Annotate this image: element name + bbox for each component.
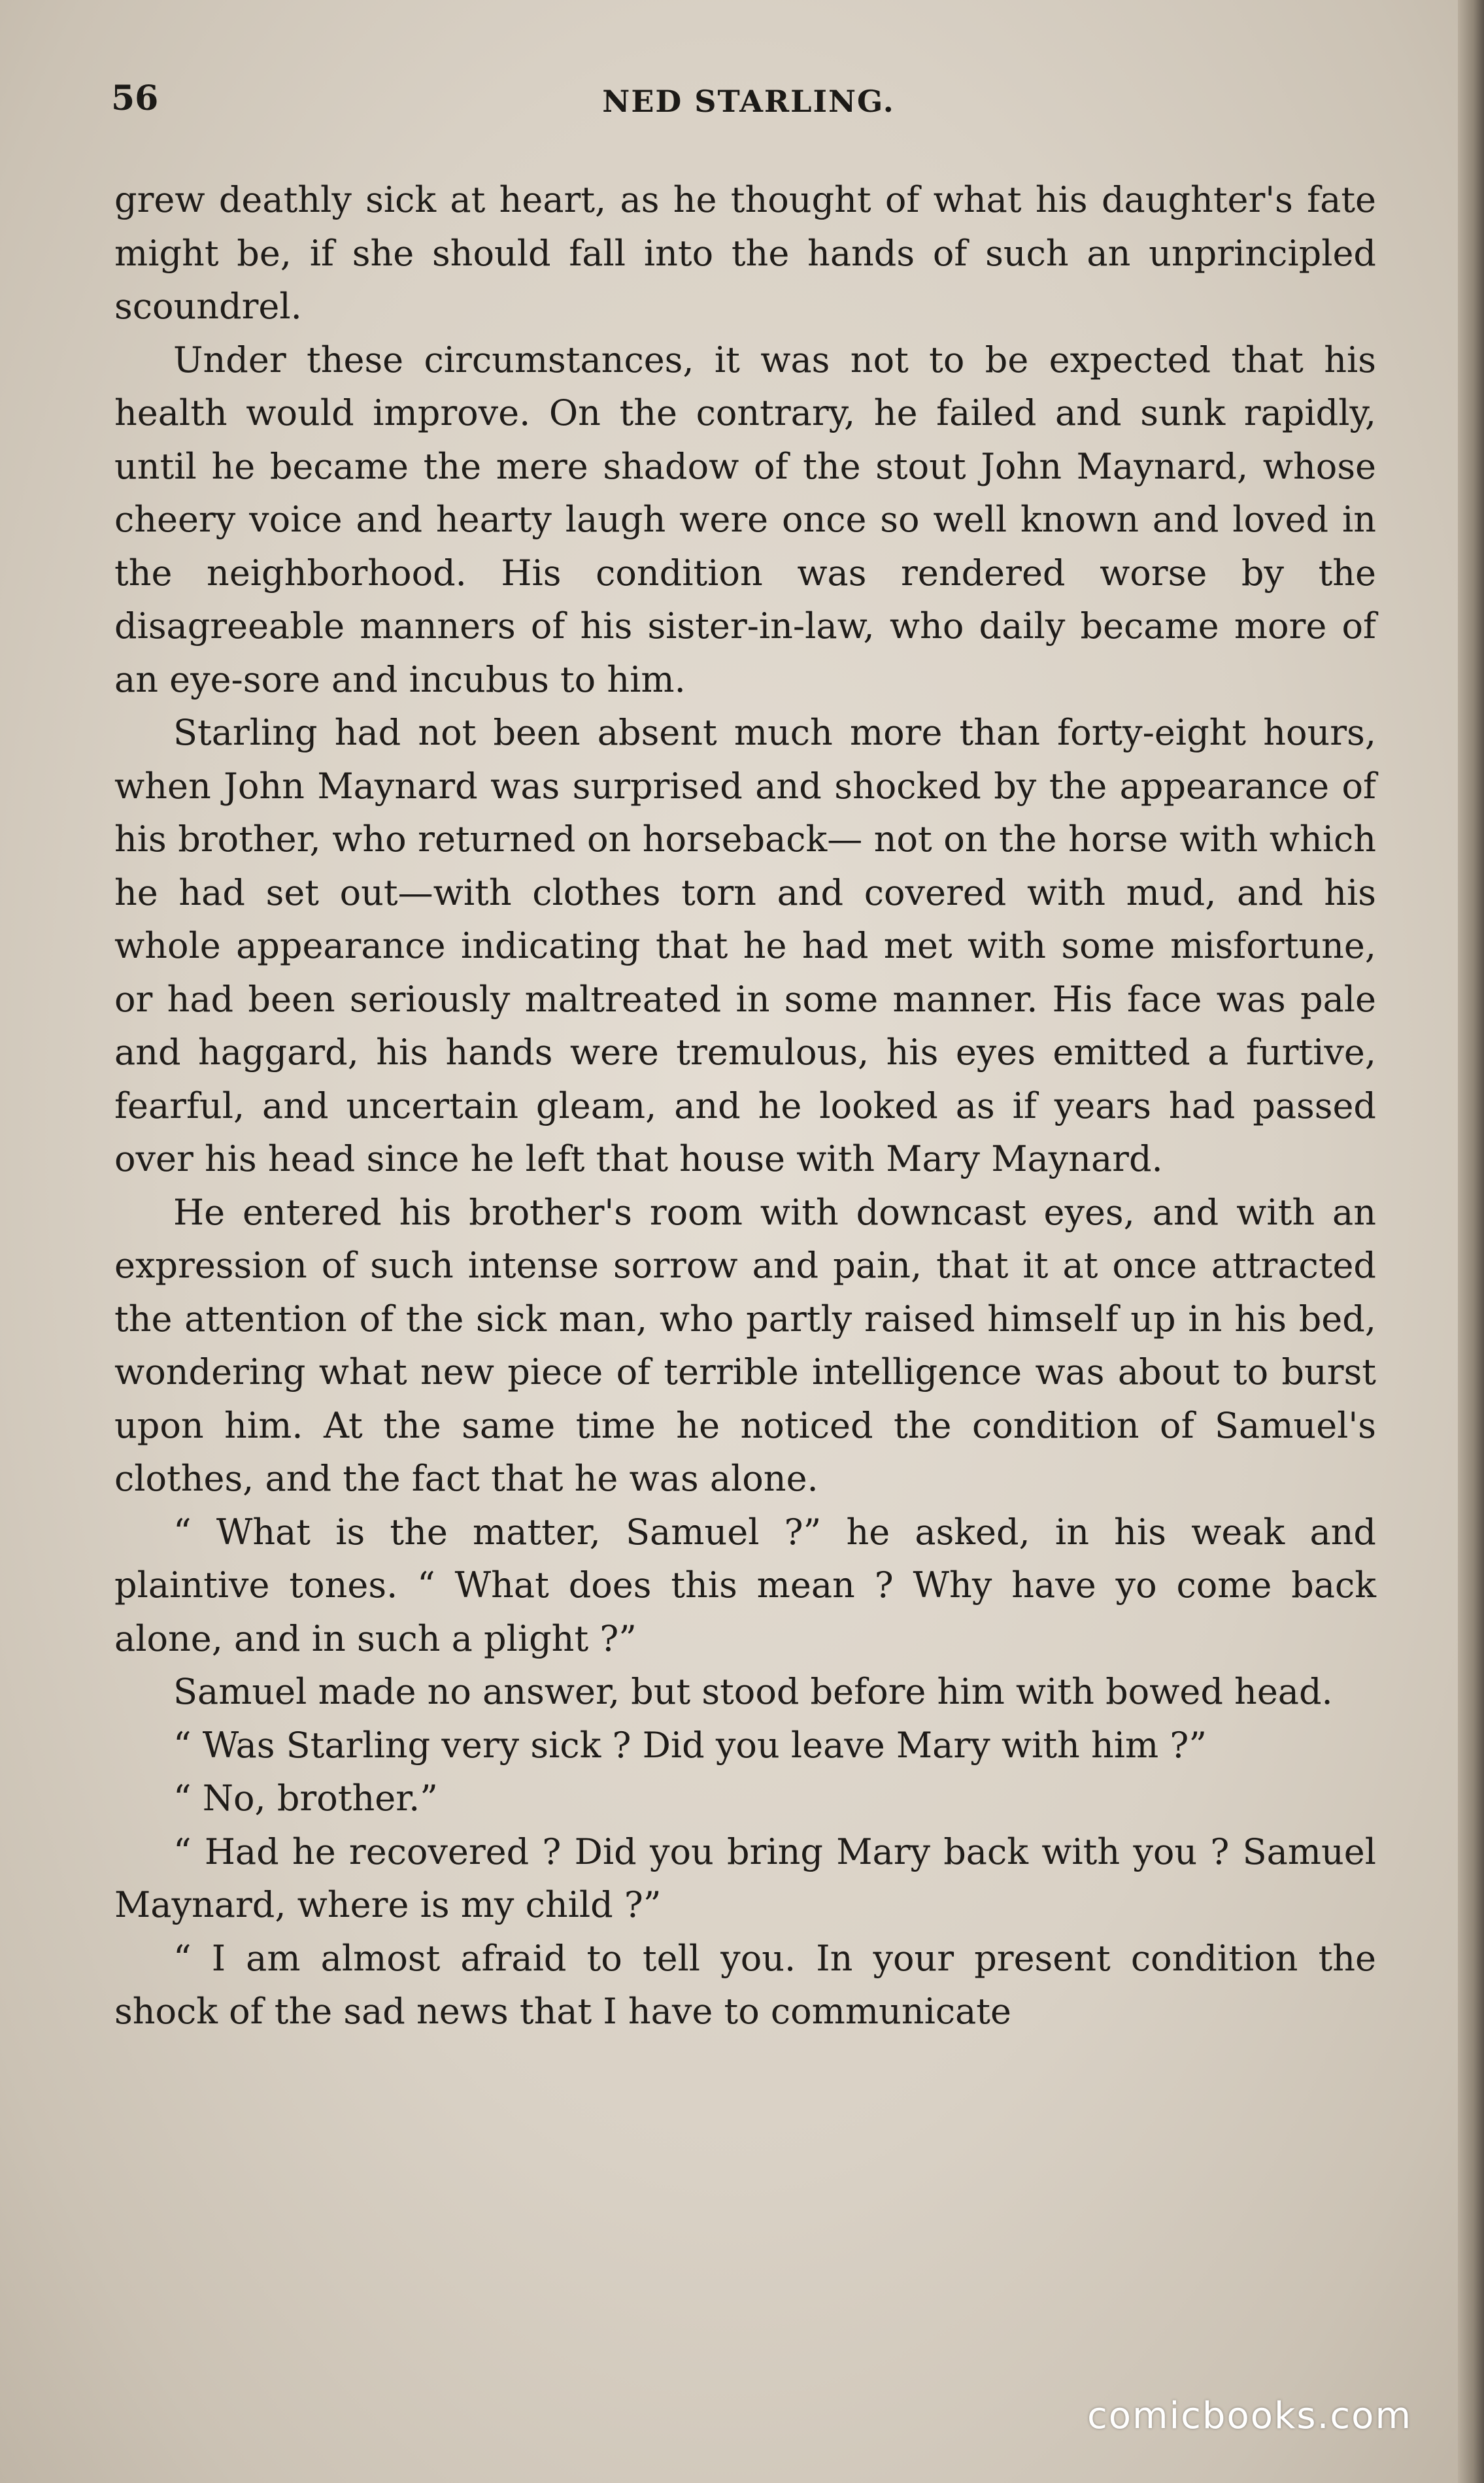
paragraph: He entered his brother's room with downcast eyes, and with an expression of such intense sorrow and pain, that it at once attracted the attention of the sick man, who partly raised himself up in his bed, wondering what new piece of terrible intelligence was about to burst upon him. At the same time he noticed the condition of Samuel's clothes, and the fact that he was alone.: [114, 1191, 1376, 1499]
paragraph: “ What is the matter, Samuel ?” he asked, in his weak and plaintive tones. “ What does this mean ? Why have yo come back alone, and in such a plight ?”: [114, 1511, 1376, 1659]
page-edge: [1458, 0, 1484, 2483]
page-header: [111, 78, 1386, 131]
body-text: [114, 173, 1376, 2038]
page-number: 56: [111, 78, 159, 118]
paragraph: grew deathly sick at heart, as he thought of what his daughter's fate might be, if she should fall into the hands of such an unprincipled scoundrel.: [114, 179, 1376, 327]
paragraph: Under these circumstances, it was not to be expected that his health would improve. On the contrary, he failed and sunk rapidly, until he became the mere shadow of the stout John Maynard, whose cheery voice and hearty laugh were once so well known and loved in the neighborhood. His condition was rendered worse by the disagreeable manners of his sister-in-law, who daily became more of an eye-sore and incubus to him.: [114, 339, 1376, 700]
running-title: NED STARLING.: [602, 84, 895, 119]
paragraph: “ Was Starling very sick ? Did you leave Mary with him ?”: [173, 1724, 1207, 1766]
paragraph: “ No, brother.”: [173, 1778, 438, 1819]
paragraph: “ Had he recovered ? Did you bring Mary back with you ? Samuel Maynard, where is my child ?”: [114, 1831, 1376, 1925]
watermark: comicbooks.com: [1087, 2395, 1412, 2437]
paragraph: “ I am almost afraid to tell you. In your present condition the shock of the sad news that I have to communicate: [114, 1937, 1376, 2032]
paragraph: Starling had not been absent much more than forty-eight hours, when John Maynard was surprised and shocked by the appearance of his brother, who returned on horseback— not on the horse with which he had set out—with clothes torn and covered with mud, and his whole appearance indicating that he had met with some misfortune, or had been seriously maltreated in some manner. His face was pale and haggard, his hands were tremulous, his eyes emitted a furtive, fearful, and uncertain gleam, and he looked as if years had passed over his head since he left that house with Mary Maynard.: [114, 712, 1376, 1179]
paragraph: Samuel made no answer, but stood before him with bowed head.: [173, 1671, 1333, 1712]
